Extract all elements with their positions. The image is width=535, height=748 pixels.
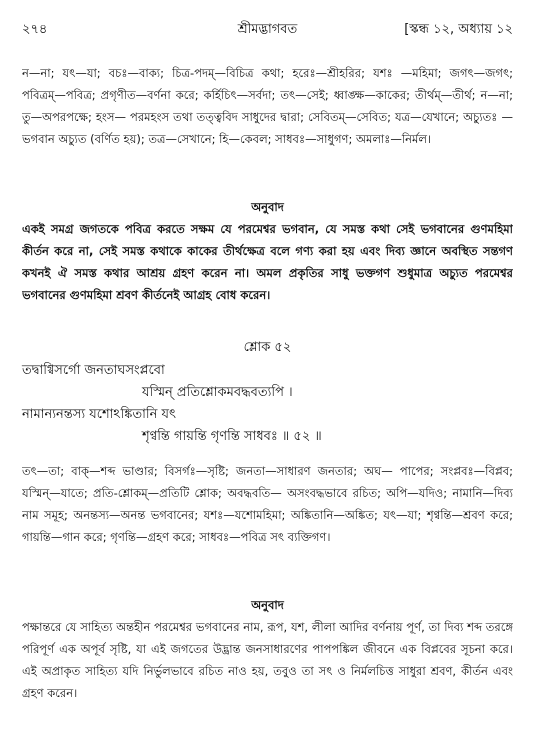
book-title: শ্রীমদ্ভাগবত bbox=[237, 22, 298, 37]
page-number: ২৭৪ bbox=[22, 22, 48, 37]
verse-line-1: তদ্বাগ্বিসর্গো জনতাঘসংপ্লবো bbox=[22, 363, 165, 378]
translation-text: একই সমগ্র জগতকে পবিত্র করতে সক্ষম যে পরমেশ্বর ভগবান, যে সমস্ত কথা সেই ভগবানের গুণমহিমা কীর্তন করে না, সেই সমস্ত কথাকে কাকের তীর্থক্ষেত্র বলে গণ্য করা হয় এবং দিব্য জ্ঞানে অবস্থিত সন্তগণ কখনই ঐ সমস্ত কথার আশ্রয় গ্রহণ করেন না। অমল প্রকৃতির সাধু ভক্তগণ শুধুমাত্র অচ্যুত পরমেশ্বর ভগবানের গুণমহিমা শ্রবণ কীর্তনেই আগ্রহ বোধ করেন। bbox=[22, 222, 513, 302]
verse-line-4: শৃণ্বন্তি গায়ন্তি গৃণন্তি সাধবঃ ॥ ৫২ ॥ bbox=[142, 429, 322, 444]
gloss-text: ন—না; যৎ—যা; বচঃ—বাক্য; চিত্র-পদম্—বিচিত্র কথা; হরেঃ—শ্রীহরির; যশঃ —মহিমা; জগৎ—জগৎ; পবিত্রম্—পবিত্র; প্রগৃণীত—বর্ণনা করে; কর্হিচিৎ—সর্বদা; তৎ—সেই; ধ্বাঙ্ক্ষ—কাকের; তীর্থম্—তীর্থ; ন—না; তু—অপরপক্ষে; হংস— পরমহংস তথা তত্ত্ববিদ সাধুদের দ্বারা; সেবিতম্—সেবিত; যত্র—যেখানে; অচ্যুতঃ —ভগবান অচ্যুত (বর্ণিত হয়); তত্র—সেখানে; হি—কেবল; সাধবঃ—সাধুগণ; অমলাঃ—নির্মল। bbox=[22, 66, 513, 146]
translation-text: পক্ষান্তরে যে সাহিত্য অন্তহীন পরমেশ্বর ভগবানের নাম, রূপ, যশ, লীলা আদির বর্ণনায় পূর্ণ, তা দিব্য শব্দ তরঙ্গে পরিপূর্ণ এক অপূর্ব সৃষ্টি, যা এই জগতের উদ্ভ্রান্ত জনসাধারণের পাপপঙ্কিল জীবনে এক বিপ্লবের সূচনা করে। এই অপ্রাকৃত সাহিত্য যদি নির্ভুলভাবে রচিত নাও হয়, তবুও তা সৎ ও নির্মলচিত্ত সাধুরা শ্রবণ, কীর্তন এবং গ্রহণ করেন। bbox=[22, 620, 513, 700]
verse-line-3: নামান্যনন্তস্য যশোঽঙ্কিতানি যৎ bbox=[22, 407, 176, 422]
word-for-word-gloss-51 bbox=[22, 62, 513, 194]
word-for-word-gloss-52 bbox=[22, 460, 513, 592]
page-header bbox=[22, 20, 513, 42]
chapter-reference: [স্কন্ধ ১২, অধ্যায় ১২ bbox=[404, 22, 513, 37]
translation-heading: অনুবাদ bbox=[251, 598, 284, 612]
translation-heading: অনুবাদ bbox=[251, 200, 284, 214]
gloss-text: তৎ—তা; বাক্—শব্দ ভাণ্ডার; বিসর্গঃ—সৃষ্টি; জনতা—সাধারণ জনতার; অঘ— পাপের; সংপ্লবঃ—বিপ্লব; যস্মিন্—যাতে; প্রতি-শ্লোকম্—প্রতিটি শ্লোক; অবদ্ধবতি— অসংবদ্ধভাবে রচিত; অপি—যদিও; নামানি—দিব্য নাম সমূহ; অনন্তস্য—অনন্ত ভগবানের; যশঃ—যশোমহিমা; অঙ্কিতানি—অঙ্কিত; যৎ—যা; শৃণ্বন্তি—শ্রবণ করে; গায়ন্তি—গান করে; গৃণন্তি—গ্রহণ করে; সাধবঃ—পবিত্র সৎ ব্যক্তিগণ। bbox=[22, 464, 513, 544]
sanskrit-verse bbox=[22, 360, 513, 448]
verse-line-2: যস্মিন্ প্রতিশ্লোকমবদ্ধবত্যপি । bbox=[142, 385, 293, 400]
verse-number-heading: শ্লোক ৫২ bbox=[243, 340, 292, 355]
